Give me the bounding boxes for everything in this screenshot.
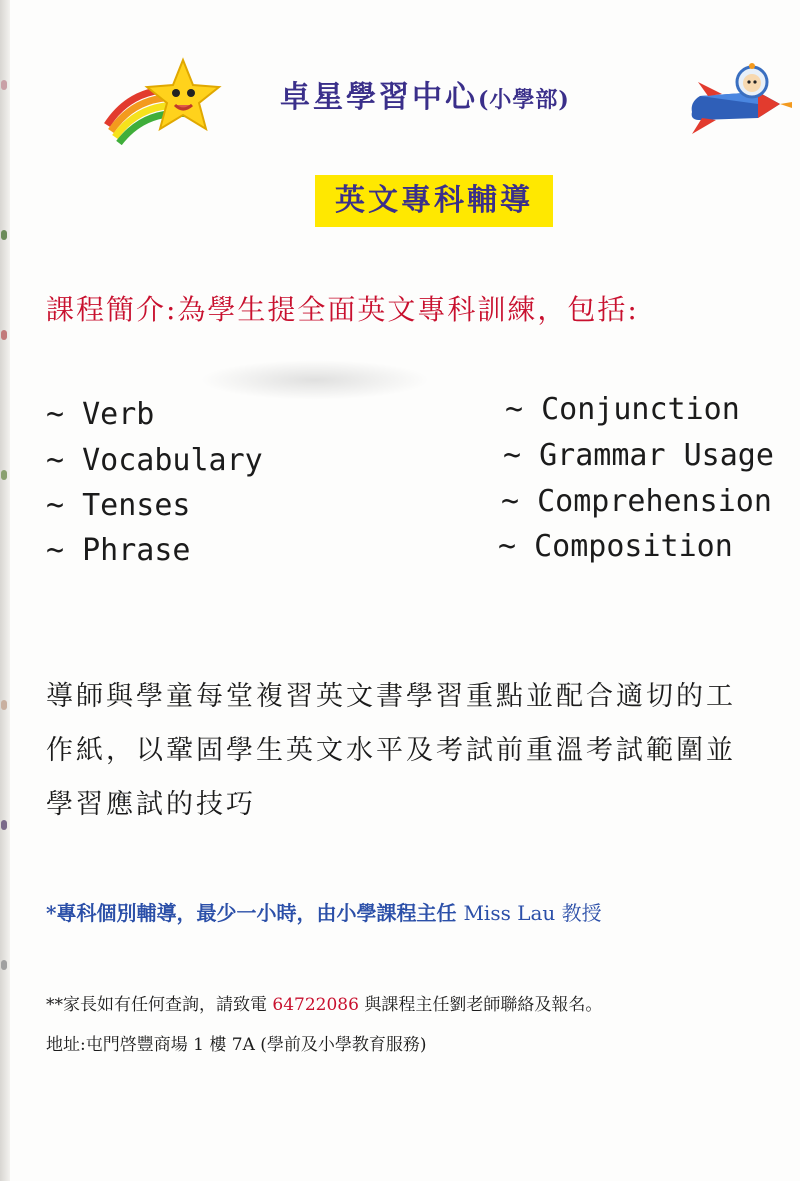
topic-item: ~ Grammar Usage [503,438,774,473]
topic-item: ~ Vocabulary [46,443,263,478]
topic-item: ~ Tenses [46,488,191,523]
address-line: 地址:屯門啓豐商場 1 樓 7A (學前及小學教育服務) [46,1035,427,1055]
phone-number: 64722086 [272,995,359,1015]
center-title [280,72,660,116]
scan-smudge [200,360,430,400]
description-line: 學習應試的技巧 [46,789,256,820]
rainbow-star-icon [103,55,223,145]
topic-item: ~ Conjunction [505,392,740,427]
course-badge-label: 英文專科輔導 [335,183,533,218]
description-line: 作紙，以鞏固學生英文水平及考試前重溫考試範圍並 [46,735,736,766]
topic-item: ~ Phrase [46,533,191,568]
course-description [46,670,776,832]
description-line: 導師與學童每堂複習英文書學習重點並配合適切的工 [46,681,736,712]
course-intro: 課程簡介:為學生提全面英文專科訓練，包括: [46,293,639,326]
contact-suffix: 與課程主任劉老師聯絡及報名。 [364,995,603,1015]
center-name: 卓星學習中心 [280,80,478,115]
center-subtitle: (小學部) [478,87,570,113]
topic-item: ~ Verb [46,397,155,432]
course-badge [315,175,553,227]
tutoring-note-text: *專科個別輔導，最少一小時，由小學課程主任 [46,901,457,925]
teacher-name: Miss Lau 教授 [463,901,602,925]
rocket-astronaut-icon [688,62,793,142]
contact-line [46,990,786,1015]
scanned-left-edge [0,0,10,1181]
topic-item: ~ Comprehension [501,484,772,519]
contact-prefix: **家長如有任何查詢，請致電 [46,995,267,1015]
topic-item: ~ Composition [498,529,733,564]
tutoring-note [46,897,786,926]
